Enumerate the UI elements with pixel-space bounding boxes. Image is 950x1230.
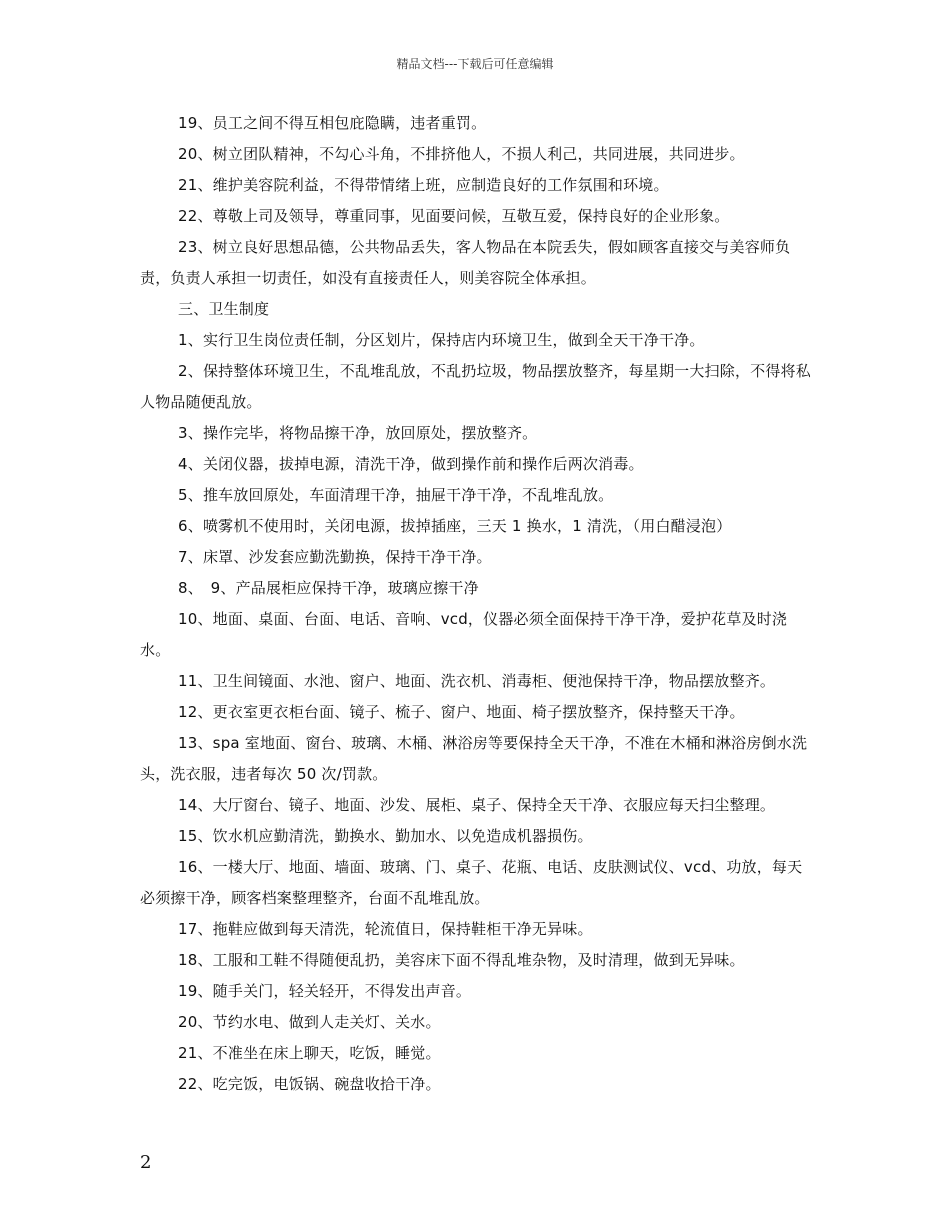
paragraph: 20、节约水电、做到人走关灯、关水。 (178, 1013, 441, 1031)
paragraph: 19、员工之间不得互相包庇隐瞒，违者重罚。 (178, 114, 487, 132)
paragraph: 16、一楼大厅、地面、墙面、玻璃、门、桌子、花瓶、电话、皮肤测试仪、vcd、功放，每天必须擦干净，顾客档案整理整齐，台面不乱堆乱放。 (140, 858, 803, 907)
paragraph: 2、保持整体环境卫生，不乱堆乱放，不乱扔垃圾，物品摆放整齐，每星期一大扫除，不得将私人物品随便乱放。 (140, 362, 811, 411)
paragraph: 4、关闭仪器，拔掉电源，清洗干净，做到操作前和操作后两次消毒。 (178, 455, 644, 473)
paragraph: 17、拖鞋应做到每天清洗，轮流值日，保持鞋柜干净无异味。 (178, 920, 593, 938)
paragraph: 14、大厅窗台、镜子、地面、沙发、展柜、桌子、保持全天干净、衣服应每天扫尘整理。 (178, 796, 776, 814)
paragraph: 5、推车放回原处，车面清理干净，抽屉干净干净，不乱堆乱放。 (178, 486, 614, 504)
paragraph: 22、尊敬上司及领导，尊重同事，见面要问候，互敬互爱，保持良好的企业形象。 (178, 207, 730, 225)
paragraph: 1、实行卫生岗位责任制，分区划片，保持店内环境卫生，做到全天干净干净。 (178, 331, 705, 349)
paragraph: 7、床罩、沙发套应勤洗勤换，保持干净干净。 (178, 548, 492, 566)
paragraph: 22、吃完饭，电饭锅、碗盘收拾干净。 (178, 1075, 441, 1093)
paragraph: 6、喷雾机不使用时，关闭电源，拔掉插座，三天 1 换水，1 清洗，（用白醋浸泡） (178, 517, 732, 535)
paragraph: 19、随手关门，轻关轻开，不得发出声音。 (178, 982, 472, 1000)
paragraph: 20、树立团队精神，不勾心斗角，不排挤他人，不损人利己，共同进展，共同进步。 (178, 145, 745, 163)
page-number: 2 (140, 1152, 152, 1173)
paragraph: 21、不准坐在床上聊天，吃饭，睡觉。 (178, 1044, 441, 1062)
paragraph: 8、 9、产品展柜应保持干净，玻璃应擦干净 (178, 579, 479, 597)
paragraph: 18、工服和工鞋不得随便乱扔，美容床下面不得乱堆杂物，及时清理，做到无异味。 (178, 951, 745, 969)
page-header: 精品文档---下载后可任意编辑 (396, 57, 554, 71)
document-body (140, 108, 812, 1100)
paragraph: 12、更衣室更衣柜台面、镜子、梳子、窗户、地面、椅子摆放整齐，保持整天干净。 (178, 703, 745, 721)
paragraph: 3、操作完毕，将物品擦干净，放回原处，摆放整齐。 (178, 424, 538, 442)
paragraph: 23、树立良好思想品德，公共物品丢失，客人物品在本院丢失，假如顾客直接交与美容师负责，负责人承担一切责任，如没有直接责任人，则美容院全体承担。 (140, 238, 791, 287)
paragraph: 13、spa 室地面、窗台、玻璃、木桶、淋浴房等要保持全天干净，不准在木桶和淋浴房倒水洗头，洗衣服，违者每次 50 次/罚款。 (140, 734, 808, 783)
section-heading: 三、卫生制度 (178, 300, 270, 318)
paragraph: 21、维护美容院利益，不得带情绪上班，应制造良好的工作氛围和环境。 (178, 176, 669, 194)
paragraph: 15、饮水机应勤清洗，勤换水、勤加水、以免造成机器损伤。 (178, 827, 593, 845)
paragraph: 11、卫生间镜面、水池、窗户、地面、洗衣机、消毒柜、便池保持干净，物品摆放整齐。 (178, 672, 776, 690)
paragraph: 10、地面、桌面、台面、电话、音响、vcd，仪器必须全面保持干净干净，爱护花草及时浇水。 (140, 610, 788, 659)
